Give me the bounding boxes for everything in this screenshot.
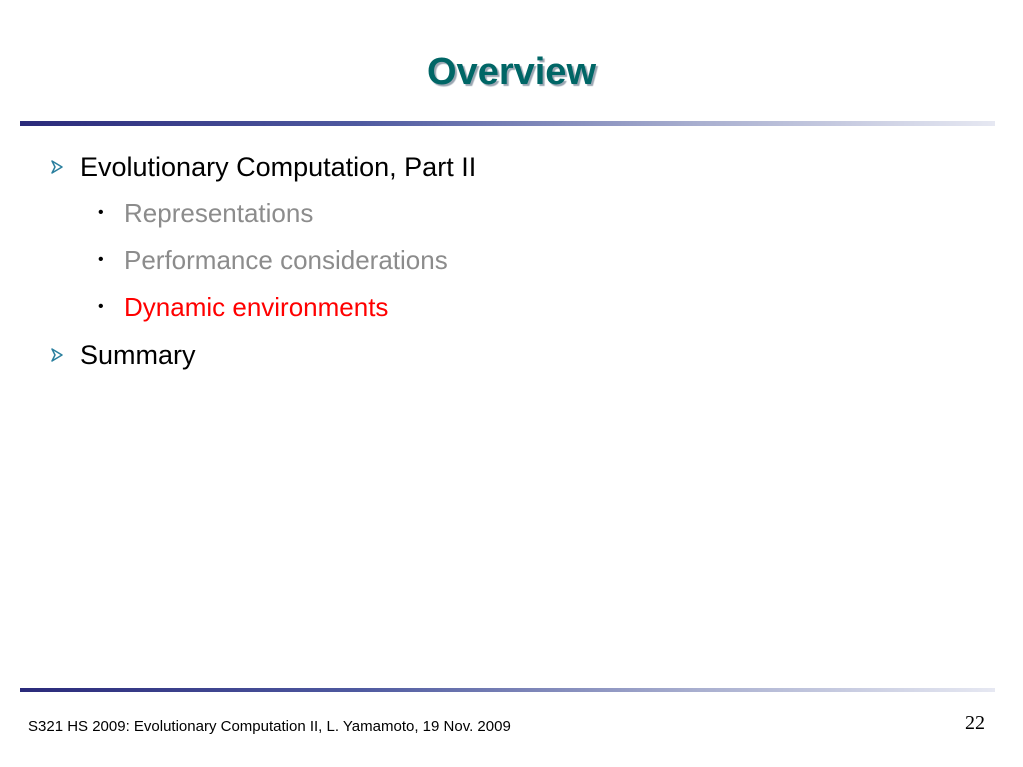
arrow-bullet-icon (50, 348, 80, 362)
list-item-label: Evolutionary Computation, Part II (80, 151, 477, 182)
sub-item-dynamic-environments (98, 289, 388, 325)
arrow-bullet-icon (50, 160, 80, 174)
list-item-evolutionary-computation (50, 147, 476, 187)
title-divider (20, 121, 995, 126)
bullet-dot-icon: • (98, 251, 104, 268)
footer-text: S321 HS 2009: Evolutionary Computation II, L. Yamamoto, 19 Nov. 2009 (28, 718, 511, 735)
bullet-dot-icon: • (98, 204, 104, 221)
sub-item-performance (98, 242, 448, 278)
bullet-dot-icon: • (98, 298, 104, 315)
sub-item-label: Representations (124, 197, 314, 228)
sub-item-label: Performance considerations (124, 244, 448, 275)
page-number: 22 (965, 712, 985, 734)
sub-item-representations (98, 195, 313, 231)
list-item-summary (50, 335, 196, 375)
sub-item-label-highlighted: Dynamic environments (124, 291, 389, 322)
footer-divider (20, 688, 995, 692)
slide-title: Overview (427, 51, 596, 93)
list-item-label: Summary (80, 339, 196, 370)
